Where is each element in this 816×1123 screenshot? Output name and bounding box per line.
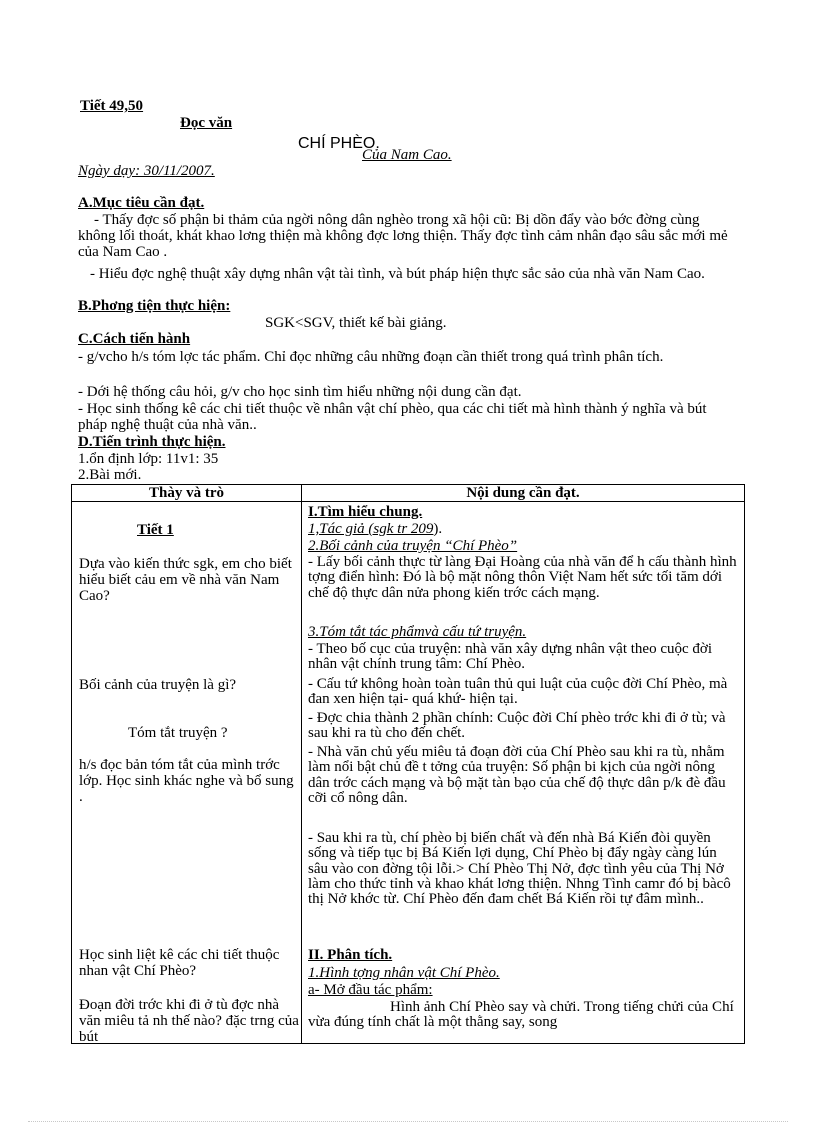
section-a-heading: A.Mục tiêu cần đạt. bbox=[78, 195, 205, 211]
page-title: CHÍ PHÈO. bbox=[298, 135, 380, 152]
right-para-3: - Cấu tứ không hoàn toàn tuân thủ qui luật của cuộc đời Chí Phèo, mà đan xen hiện tại- quá khứ- hiện tại. bbox=[308, 676, 728, 708]
right-heading-2: II. Phân tích. bbox=[308, 947, 393, 963]
left-question-1: Dựa vào kiến thức sgk, em cho biết hiểu biết cảu em về nhà văn Nam Cao? bbox=[79, 556, 292, 604]
section-c-item-1: - g/vcho h/s tóm lợc tác phẩm. Chỉ đọc những câu những đoạn cần thiết trong quá trình phân tích. bbox=[78, 349, 664, 365]
lesson-table bbox=[71, 484, 745, 1044]
right-heading-1: I.Tìm hiểu chung. bbox=[308, 504, 423, 520]
right-para-6: - Sau khi ra tù, chí phèo bị biến chất và đến nhà Bá Kiến đòi quyền sống và tiếp tục bị Bá Kiến lợi dụng, Chí Phèo bị đẩy ngày càng lún sâu vào con đờng tội lỗi.> Chí Phèo Thị Nở, đợc tình yêu của Thị Nở làm cho thức tỉnh và khao khát lơng thiện. Nhng Tình camr đó bị bàcô thị Nở khớc từ. Chí Phèo đến đam chết Bá Kiến rồi tự đâm mình.. bbox=[308, 830, 731, 908]
author-label: Của Nam Cao. bbox=[362, 147, 452, 163]
left-question-2: Bối cảnh của truyện là gì? bbox=[79, 677, 237, 693]
header-divider bbox=[72, 501, 744, 502]
section-b-text: SGK<SGV, thiết kế bài giảng. bbox=[265, 315, 447, 331]
section-b-heading: B.Phơng tiện thực hiện: bbox=[78, 298, 231, 314]
section-c-item-3: - Học sinh thống kê các chi tiết thuộc về nhân vật chí phèo, qua các chi tiết mà hình thành ý nghĩa và bút pháp nghệ thuật của nhà văn.. bbox=[78, 401, 707, 433]
right-para-7: Hình ảnh Chí Phèo say và chửi. Trong tiếng chửi của Chí vừa đúng tính chất là một thằng say, song bbox=[308, 999, 734, 1031]
left-question-6: Đoạn đời trớc khi đi ở tù đợc nhà văn miêu tả nh thế nào? đặc trng của bút bbox=[79, 997, 299, 1044]
teaching-date: Ngày dạy: 30/11/2007. bbox=[78, 163, 215, 179]
col-header-content: Nội dung cần đạt. bbox=[466, 485, 580, 501]
right-sub-1-tail: ). bbox=[433, 521, 443, 537]
right-sub-4: 1.Hình tợng nhân vật Chí Phèo. bbox=[308, 965, 500, 981]
section-c-heading: C.Cách tiến hành bbox=[78, 331, 191, 347]
right-sub-2: 2.Bối cảnh của truyện “Chí Phèo” bbox=[308, 538, 518, 554]
section-a-objective-1: - Thấy đợc số phận bi thảm của ngời nông dân nghèo trong xã hội cũ: Bị dồn đẩy vào bớc đờng cùng không lối thoát, khát khao lơng thiện mà không đợc lơng thiện. Thấy đợc tình cảm nhân đạo sâu sắc mới mẻ của Nam Cao . bbox=[78, 212, 728, 260]
right-para-2: - Theo bố cục của truyện: nhà văn xây dựng nhân vật theo cuộc đời nhân vật chính trung tâm: Chí Phèo. bbox=[308, 641, 712, 673]
right-para-1: - Lấy bối cảnh thực từ làng Đại Hoàng của nhà văn để h cấu thành hình tợng điển hình: Đó là bộ mặt nông thôn Việt Nam hết sức tối tăm dới chế độ thực dân nửa phong kiến trớc cách mạng. bbox=[308, 554, 737, 601]
column-divider bbox=[301, 485, 302, 1043]
section-d-item-2: 2.Bài mới. bbox=[78, 467, 142, 483]
section-d-heading: D.Tiến trình thực hiện. bbox=[78, 434, 226, 450]
lesson-number: Tiết 49,50 bbox=[80, 98, 144, 114]
subject-label: Đọc văn bbox=[180, 115, 233, 131]
right-sub-5: a- Mở đầu tác phẩm: bbox=[308, 982, 433, 998]
footer-dotted-line bbox=[28, 1121, 788, 1122]
left-tiet-label: Tiết 1 bbox=[137, 522, 174, 538]
section-c-item-2: - Dới hệ thống câu hỏi, g/v cho học sinh tìm hiểu những nội dung cần đạt. bbox=[78, 384, 522, 400]
right-sub-1 bbox=[308, 522, 740, 537]
right-para-4: - Đợc chia thành 2 phần chính: Cuộc đời Chí phèo trớc khi đi ở tù; và sau khi ra tù cho đến chết. bbox=[308, 710, 726, 742]
left-question-3: Tóm tắt truyện ? bbox=[128, 725, 228, 741]
right-sub-3: 3.Tóm tắt tác phẩmvà cấu tứ truyện. bbox=[308, 624, 527, 640]
right-para-5: - Nhà văn chủ yếu miêu tả đoạn đời của Chí Phèo sau khi ra tù, nhằm làm nổi bật chủ đề t tởng của truyện: Số phận bi kịch của ngời nông dân trớc cách mạng và bộ mặt tàn bạo của chế độ thực dân p/k đè đầu cỡi cổ nông dân. bbox=[308, 744, 726, 806]
col-header-teacher-student: Thày và trò bbox=[149, 485, 224, 501]
right-sub-1-text: 1,Tác giả (sgk tr 209 bbox=[308, 521, 434, 537]
section-a-objective-2: - Hiểu đợc nghệ thuật xây dựng nhân vật tài tình, và bút pháp hiện thực sắc sảo của nhà văn Nam Cao. bbox=[90, 266, 705, 282]
section-d-item-1: 1.ổn định lớp: 11v1: 35 bbox=[78, 451, 219, 467]
left-question-5: Học sinh liệt kê các chi tiết thuộc nhan vật Chí Phèo? bbox=[79, 947, 280, 979]
left-question-4: h/s đọc bản tóm tắt của mình trớc lớp. Học sinh khác nghe và bổ sung . bbox=[79, 757, 294, 805]
